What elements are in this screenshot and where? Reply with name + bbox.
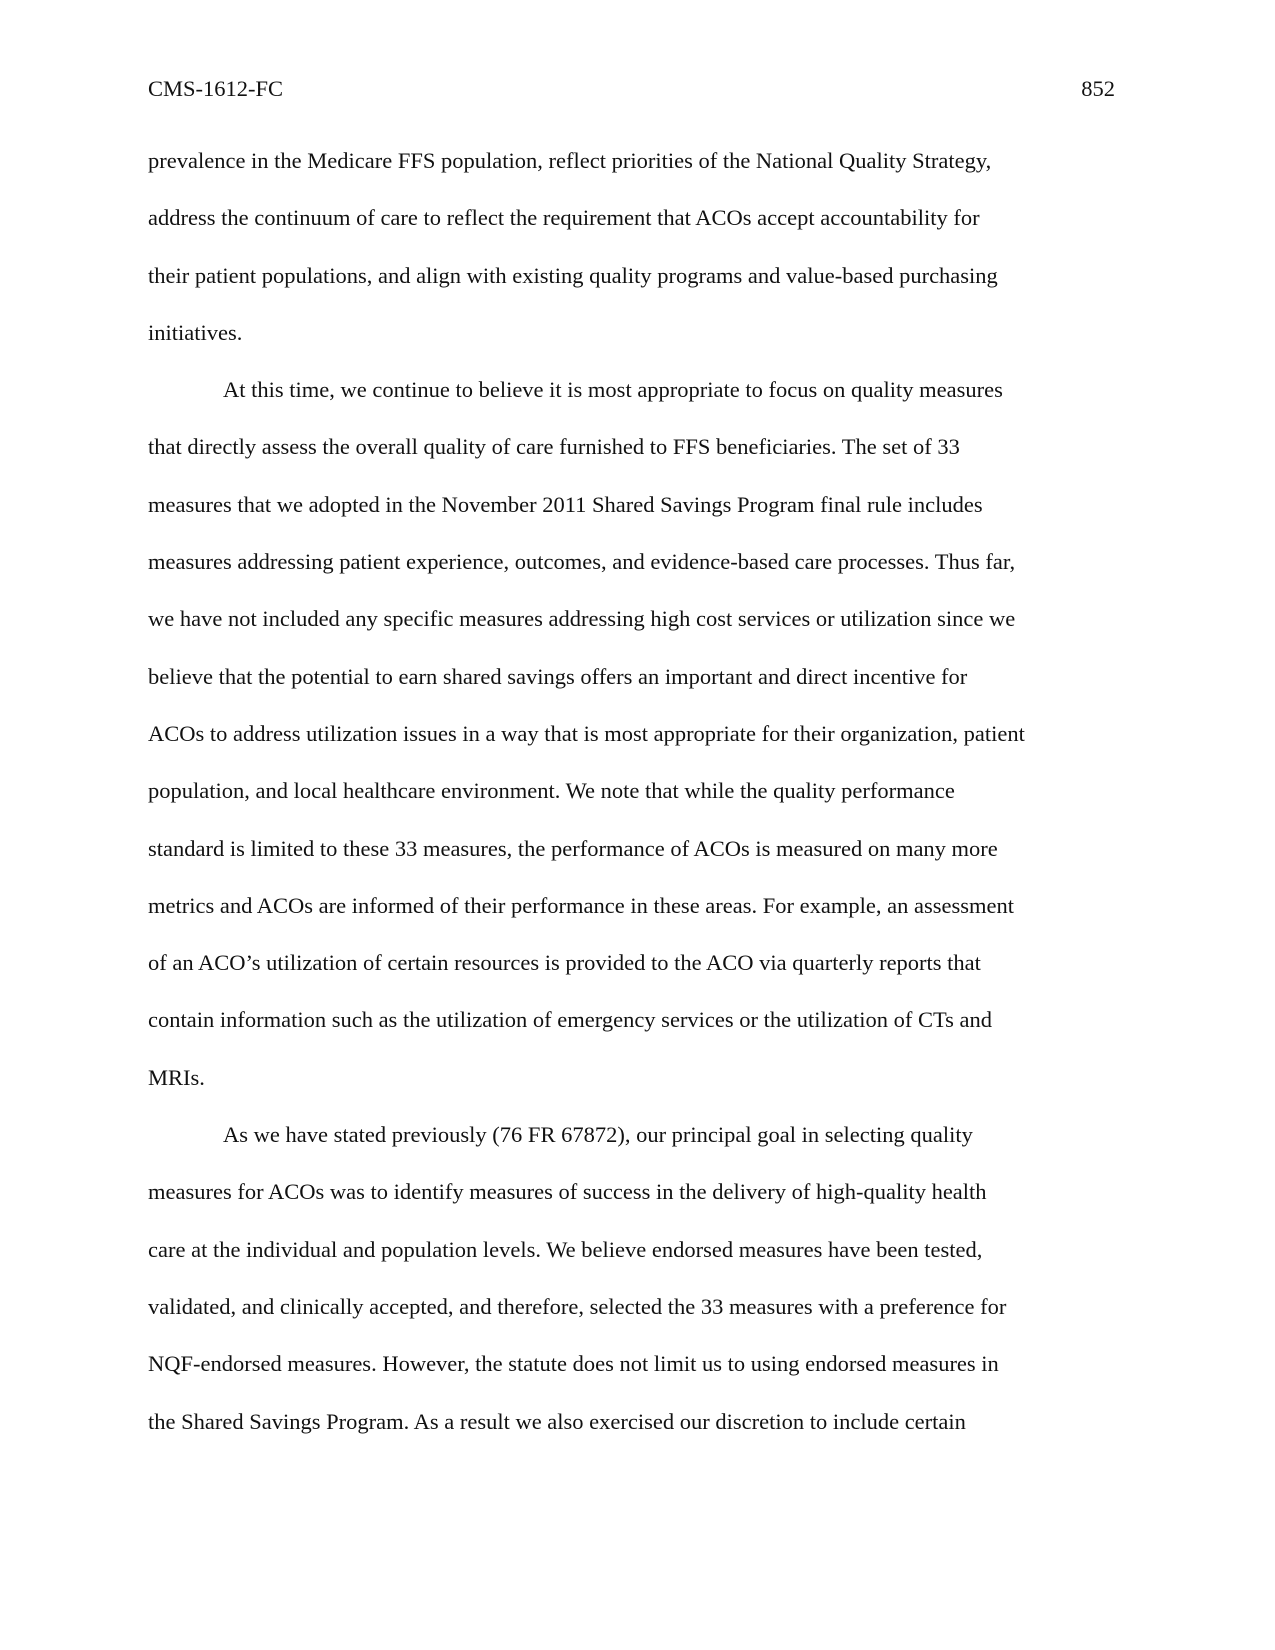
text-line: NQF-endorsed measures. However, the statute does not limit us to using endorsed measures in (148, 1351, 999, 1377)
document-id: CMS-1612-FC (148, 76, 284, 101)
page-header (148, 74, 1115, 104)
text-line: At this time, we continue to believe it is most appropriate to focus on quality measures (223, 377, 1003, 403)
body-text (148, 146, 1128, 1464)
text-line: ACOs to address utilization issues in a way that is most appropriate for their organization, patient (148, 720, 1025, 746)
text-line: As we have stated previously (76 FR 67872), our principal goal in selecting quality (223, 1122, 973, 1148)
text-line: initiatives. (148, 319, 243, 345)
text-line: validated, and clinically accepted, and therefore, selected the 33 measures with a preference for (148, 1293, 1007, 1319)
text-line: address the continuum of care to reflect the requirement that ACOs accept accountability for (148, 205, 980, 231)
text-line: population, and local healthcare environment. We note that while the quality performance (148, 778, 955, 804)
text-line: metrics and ACOs are informed of their performance in these areas. For example, an assessment (148, 892, 1014, 918)
page-number: 852 (1081, 76, 1115, 101)
text-line: measures for ACOs was to identify measures of success in the delivery of high-quality health (148, 1179, 987, 1205)
text-line: measures that we adopted in the November 2011 Shared Savings Program final rule includes (148, 491, 983, 517)
text-line: their patient populations, and align with existing quality programs and value-based purchasing (148, 262, 998, 288)
text-line: contain information such as the utilization of emergency services or the utilization of CTs and (148, 1007, 993, 1033)
text-line: we have not included any specific measures addressing high cost services or utilization since we (148, 606, 1016, 632)
text-line: the Shared Savings Program. As a result we also exercised our discretion to include certain (148, 1408, 966, 1434)
text-line: care at the individual and population levels. We believe endorsed measures have been tested, (148, 1236, 983, 1262)
text-line: MRIs. (148, 1064, 205, 1090)
text-line: of an ACO’s utilization of certain resources is provided to the ACO via quarterly reports that (148, 950, 981, 976)
text-line: measures addressing patient experience, outcomes, and evidence-based care processes. Thus far, (148, 549, 1016, 575)
text-line: prevalence in the Medicare FFS population, reflect priorities of the National Quality Strategy, (148, 148, 992, 173)
text-line: that directly assess the overall quality of care furnished to FFS beneficiaries. The set of 33 (148, 434, 960, 460)
text-line: believe that the potential to earn shared savings offers an important and direct incentive for (148, 663, 968, 689)
text-line: standard is limited to these 33 measures, the performance of ACOs is measured on many more (148, 835, 998, 861)
